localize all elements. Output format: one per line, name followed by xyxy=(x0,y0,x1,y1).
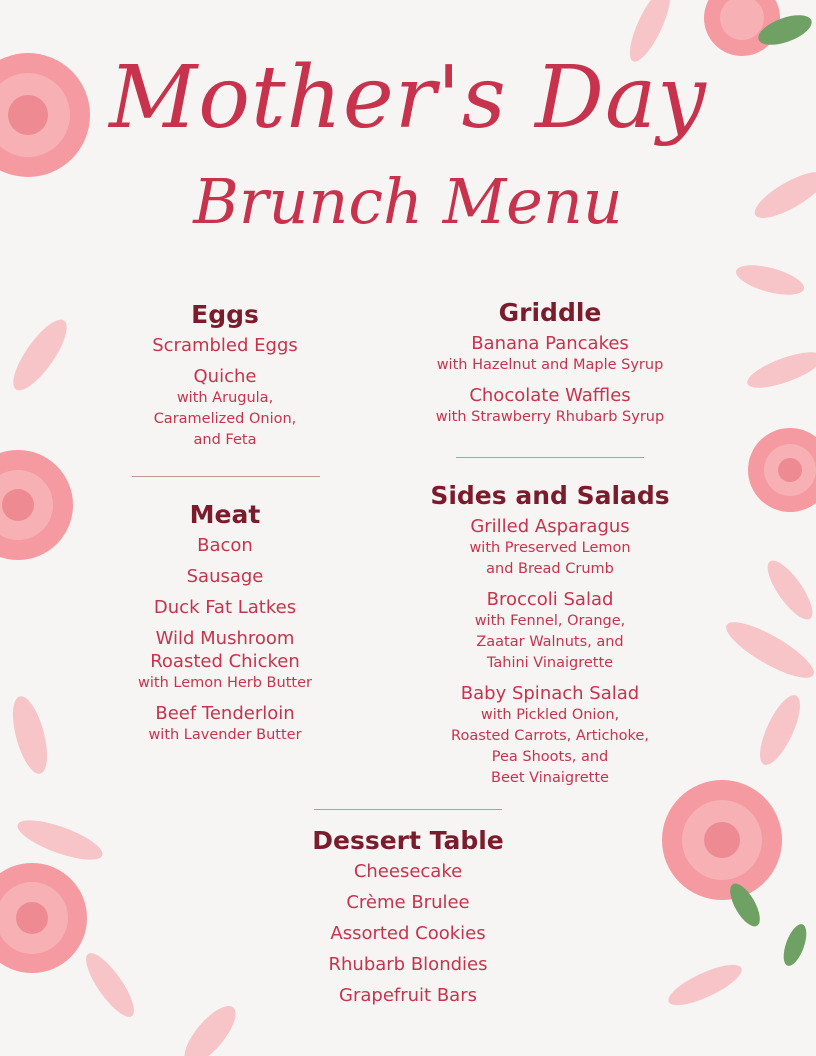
item-name: Grapefruit Bars xyxy=(339,985,477,1006)
petal-decoration xyxy=(176,998,244,1056)
rose-decoration xyxy=(0,863,87,973)
menu-item xyxy=(110,627,340,694)
section-heading: Eggs xyxy=(191,300,259,329)
menu-item xyxy=(110,596,340,619)
section-heading: Dessert Table xyxy=(312,826,504,855)
divider xyxy=(132,476,320,477)
item-description: with Lavender Butter xyxy=(148,727,302,743)
item-name: Crème Brulee xyxy=(346,892,470,913)
menu-item xyxy=(410,384,690,428)
petal-decoration xyxy=(13,812,106,867)
petal-decoration xyxy=(720,613,816,687)
item-name: Beef Tenderloin xyxy=(155,703,295,724)
menu-title: Mother's Day xyxy=(109,48,707,148)
item-description: Tahini Vinaigrette xyxy=(486,655,614,671)
section-eggs xyxy=(110,300,340,459)
item-description: Caramelized Onion, xyxy=(153,411,297,427)
petal-decoration xyxy=(733,259,807,300)
item-name: Broccoli Salad xyxy=(486,589,614,610)
item-name: Cheesecake xyxy=(353,861,463,882)
menu-item xyxy=(110,702,340,746)
item-description: with Lemon Herb Butter xyxy=(138,675,312,691)
rose-decoration xyxy=(748,428,816,512)
menu-item xyxy=(110,565,340,588)
item-name: Grilled Asparagus xyxy=(470,516,630,537)
section-sides-and-salads xyxy=(410,481,690,797)
item-name: Rhubarb Blondies xyxy=(328,954,488,975)
leaf-decoration xyxy=(779,921,811,969)
menu-item xyxy=(110,365,340,451)
petal-decoration xyxy=(664,957,747,1013)
item-description: with Fennel, Orange, xyxy=(474,613,626,629)
section-heading: Sides and Salads xyxy=(430,481,670,510)
menu-item xyxy=(258,860,558,883)
menu-item xyxy=(410,682,690,789)
item-name: Scrambled Eggs xyxy=(152,335,298,356)
divider xyxy=(456,457,644,458)
menu-item xyxy=(258,984,558,1007)
petal-decoration xyxy=(6,693,54,778)
item-description: Zaatar Walnuts, and xyxy=(476,634,624,650)
item-description: Roasted Carrots, Artichoke, xyxy=(451,728,649,744)
section-meat xyxy=(110,500,340,754)
item-description: Beet Vinaigrette xyxy=(491,770,609,786)
section-heading: Griddle xyxy=(498,298,602,327)
menu-item xyxy=(258,922,558,945)
petal-decoration xyxy=(743,345,816,395)
item-description: and Feta xyxy=(193,432,257,448)
menu-item xyxy=(110,334,340,357)
item-name: Assorted Cookies xyxy=(330,923,486,944)
menu-item xyxy=(410,588,690,674)
item-name: Sausage xyxy=(186,566,264,587)
petal-decoration xyxy=(760,554,816,625)
menu-item xyxy=(410,332,690,376)
item-description: Pea Shoots, and xyxy=(491,749,609,765)
item-description: and Bread Crumb xyxy=(486,561,614,577)
section-griddle xyxy=(410,298,690,436)
divider xyxy=(314,809,502,810)
item-description: with Preserved Lemon xyxy=(469,540,631,556)
menu-item xyxy=(258,891,558,914)
item-name: Baby Spinach Salad xyxy=(460,683,640,704)
menu-item xyxy=(110,534,340,557)
menu-subtitle: Brunch Menu xyxy=(193,165,623,238)
rose-decoration xyxy=(0,450,73,560)
item-name: Wild Mushroom xyxy=(155,628,295,649)
menu-item xyxy=(410,515,690,580)
item-name: Chocolate Waffles xyxy=(469,385,631,406)
petal-decoration xyxy=(78,947,141,1023)
item-description: with Strawberry Rhubarb Syrup xyxy=(435,409,665,425)
menu-item xyxy=(258,953,558,976)
item-name: Roasted Chicken xyxy=(150,651,300,672)
rose-decoration xyxy=(662,780,782,900)
item-name: Quiche xyxy=(193,366,257,387)
item-name: Duck Fat Latkes xyxy=(153,597,297,618)
petal-decoration xyxy=(4,313,75,398)
item-name: Banana Pancakes xyxy=(471,333,629,354)
section-heading: Meat xyxy=(189,500,261,529)
item-description: with Arugula, xyxy=(176,390,274,406)
item-description: with Pickled Onion, xyxy=(480,707,620,723)
item-description: with Hazelnut and Maple Syrup xyxy=(436,357,664,373)
item-name: Bacon xyxy=(197,535,253,556)
petal-decoration xyxy=(752,690,808,770)
section-dessert-table xyxy=(258,826,558,1015)
